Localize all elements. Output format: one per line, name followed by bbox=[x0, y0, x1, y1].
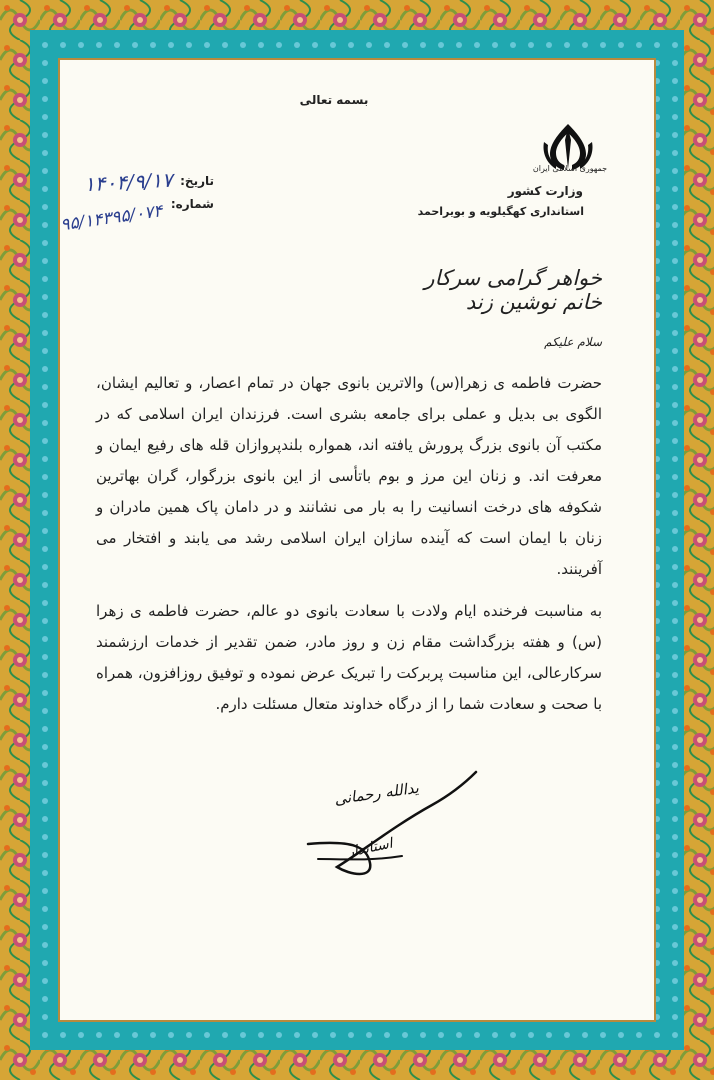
greeting: سلام علیکم bbox=[544, 335, 602, 349]
recipient-salutation: خواهر گرامی سرکار خانم نوشین زند bbox=[424, 266, 602, 314]
handwritten-date: ۱۴۰۴/۹/۱۷ bbox=[83, 167, 174, 197]
date-label: تاریخ: bbox=[180, 174, 214, 188]
letter-paragraph-1: حضرت فاطمه ی زهرا(س) والاترین بانوی جهان در تمام اعصار، و تعالیم ایشان، الگوی بی بدیل و عملی برای جامعه بشری است. فرزندان ایران اسلامی که در مکتب آن بانوی بزرگ پرورش یافته اند، همواره بلندپروازان قله های رفیع ایمان و معرفت اند. و زنان این مرز و بوم باتأسی از این بانوی بزرگوار، گران بهاترین شکوفه های درخت انسانیت را به بار می نشانند و در دامان پاک همین مادران و زنان با ایمان است که آینده سازان ایران اسلامی رشد می یابند و افتخار می آفرینند. bbox=[96, 374, 602, 578]
province-name: استانداری کهگیلویه و بویراحمد bbox=[417, 205, 584, 218]
signature-title: استاندار bbox=[345, 835, 394, 861]
letter-paragraph-2: به مناسبت فرخنده ایام ولادت با سعادت بانوی دو عالم، حضرت فاطمه ی زهرا (س) و هفته بزرگداشت مقام زن و روز مادر، ضمن تقدیر از خدمات ارزشمند سرکارعالی، این مناسبت پربرکت را تبریک عرض نموده و توفیق روزافزون، همراه با صحت و سعادت شما را از درگاه خداوند متعال مسئلت دارم. bbox=[96, 602, 602, 713]
handwritten-number: ۹۵/۱۴۳۹۵/۰۷۴ bbox=[59, 201, 164, 236]
signature-name: یدالله رحمانی bbox=[333, 778, 420, 809]
emblem-caption: جمهوری اسلامی ایران bbox=[532, 164, 608, 173]
basmala: بسمه تعالی bbox=[299, 93, 369, 107]
ministry-name: وزارت کشور bbox=[507, 184, 583, 198]
number-label: شماره: bbox=[170, 197, 214, 211]
